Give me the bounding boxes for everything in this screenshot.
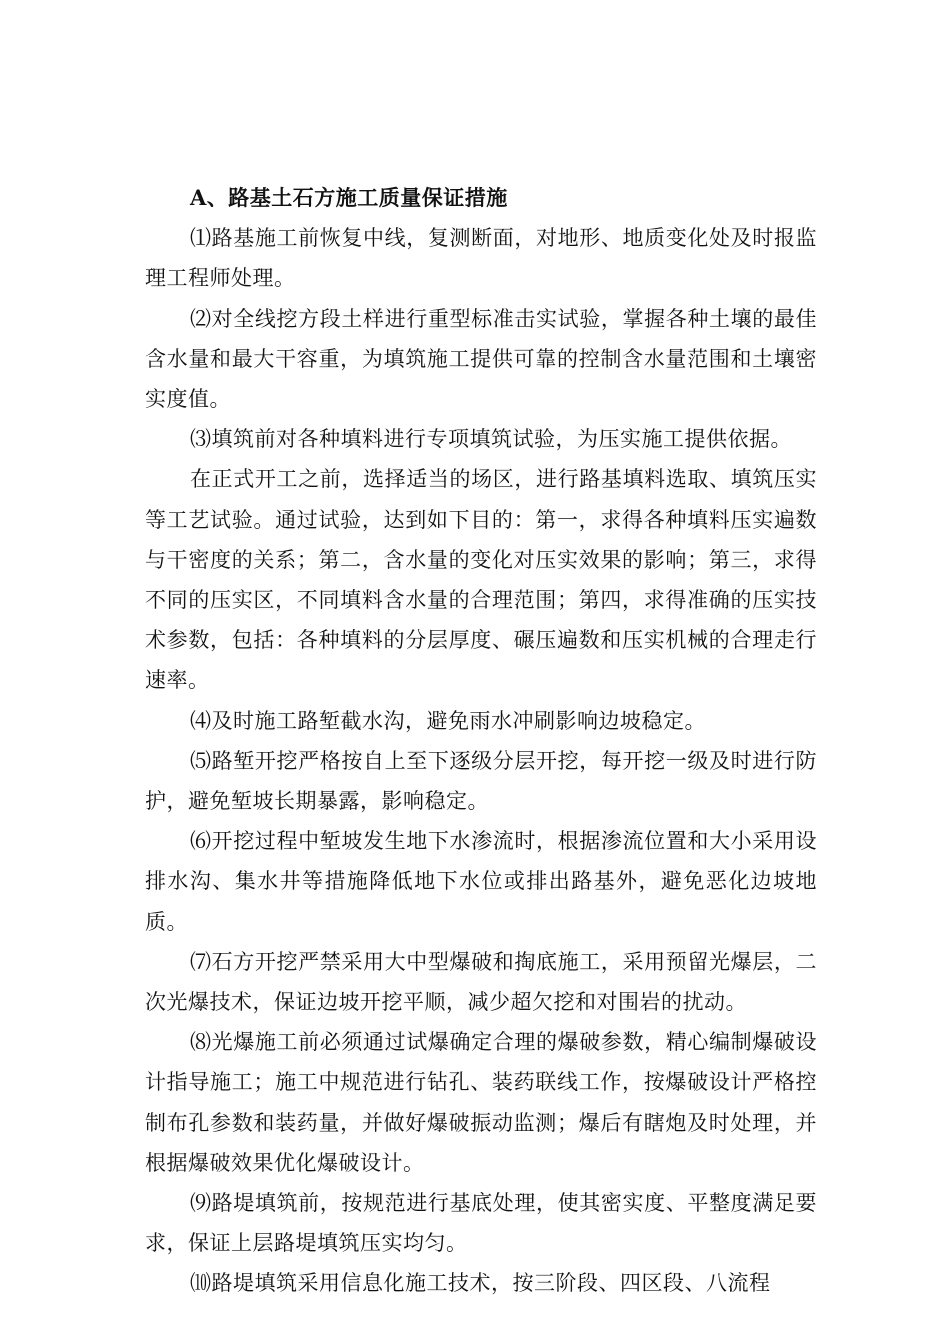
paragraph-3: ⑶填筑前对各种填料进行专项填筑试验，为压实施工提供依据。 xyxy=(190,427,792,452)
paragraph-1: ⑴路基施工前恢复中线，复测断面，对地形、地质变化处及时报监理工程师处理。 xyxy=(145,226,817,291)
document-page xyxy=(145,178,817,1304)
paragraph-5: ⑷及时施工路堑截水沟，避免雨水冲刷影响边坡稳定。 xyxy=(190,708,706,733)
paragraph-10: ⑼路堤填筑前，按规范进行基底处理，使其密实度、平整度满足要求，保证上层路堤填筑压实均匀。 xyxy=(145,1191,817,1256)
paragraph-9: ⑻光爆施工前必须通过试爆确定合理的爆破参数，精心编制爆破设计指导施工；施工中规范进行钻孔、装药联线工作，按爆破设计严格控制布孔参数和装药量，并做好爆破振动监测；爆后有瞎炮及时处理，并根据爆破效果优化爆破设计。 xyxy=(145,1030,817,1175)
section-heading: A、路基土石方施工质量保证措施 xyxy=(190,185,508,210)
paragraph-4: 在正式开工之前，选择适当的场区，进行路基填料选取、填筑压实等工艺试验。通过试验，达到如下目的：第一，求得各种填料压实遍数与干密度的关系；第二，含水量的变化对压实效果的影响；第三，求得不同的压实区，不同填料含水量的合理范围；第四，求得准确的压实技术参数，包括：各种填料的分层厚度、碾压遍数和压实机械的合理走行速率。 xyxy=(145,467,817,693)
paragraph-11: ⑽路堤填筑采用信息化施工技术，按三阶段、四区段、八流程 xyxy=(190,1271,771,1296)
paragraph-6: ⑸路堑开挖严格按自上至下逐级分层开挖，每开挖一级及时进行防护，避免堑坡长期暴露，影响稳定。 xyxy=(145,748,817,814)
paragraph-7: ⑹开挖过程中堑坡发生地下水渗流时，根据渗流位置和大小采用设排水沟、集水井等措施降低地下水位或排出路基外，避免恶化边坡地质。 xyxy=(145,829,817,934)
paragraph-8: ⑺石方开挖严禁采用大中型爆破和掏底施工，采用预留光爆层，二次光爆技术，保证边坡开挖平顺，减少超欠挖和对围岩的扰动。 xyxy=(145,949,817,1015)
paragraph-2: ⑵对全线挖方段土样进行重型标准击实试验，掌握各种土壤的最佳含水量和最大干容重，为填筑施工提供可靠的控制含水量范围和土壤密实度值。 xyxy=(145,306,817,411)
